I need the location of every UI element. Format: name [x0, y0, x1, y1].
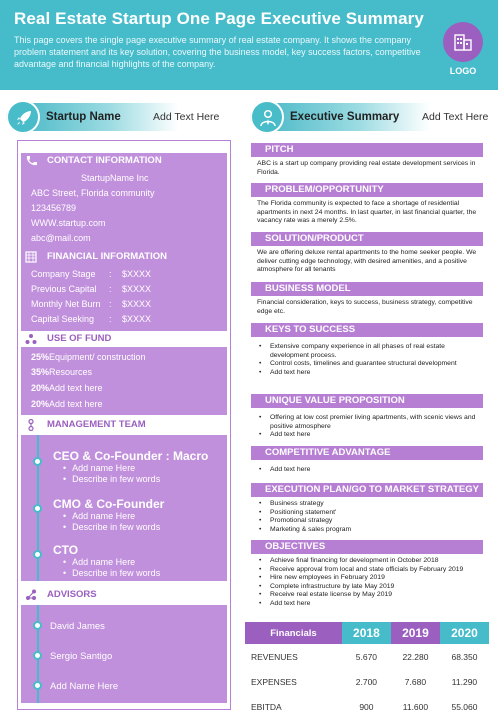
advisor-name: Sergio Santigo: [50, 651, 113, 662]
fund-text: Add text here: [49, 399, 103, 409]
pitch-text: ABC is a start up company providing real estate development services in Florida.: [257, 160, 476, 176]
executive-summary-tab: [250, 103, 490, 131]
timeline-dot: [33, 504, 42, 513]
fund-text: Add text here: [49, 383, 103, 393]
table-cell: EXPENSES: [251, 676, 297, 687]
contact-heading: CONTACT INFORMATION: [47, 155, 162, 166]
execution-item: • Marketing & sales program: [257, 526, 483, 535]
table-cell: 2.700: [355, 676, 378, 687]
table-cell: 22.280: [402, 651, 429, 662]
advisor-name: David James: [50, 621, 105, 632]
fin-label: Company Stage: [31, 269, 96, 279]
management-heading-bar: [21, 417, 227, 433]
member-desc: • Describe in few words: [63, 522, 164, 533]
advisors-heading-bar: [21, 587, 227, 603]
objectives-heading: OBJECTIVES: [251, 540, 483, 554]
execution-heading: EXECUTION PLAN/GO TO MARKET STRATEGY: [251, 483, 483, 497]
fund-pct: 20%: [31, 399, 50, 409]
management-member: [53, 449, 208, 485]
financials-header-cell: Financials: [245, 622, 342, 644]
fin-value: $XXXX: [122, 314, 152, 324]
startup-name: Startup Name: [46, 111, 121, 123]
rocket-icon-badge: [6, 100, 40, 134]
business-model-text: Financial consideration, keys to success, business strategy, competitive edge etc.: [257, 299, 473, 315]
contact-address: ABC Street, Florida community: [31, 188, 155, 198]
person-icon: [259, 109, 277, 127]
table-cell: 11.290: [451, 676, 478, 687]
financial-info-heading: FINANCIAL INFORMATION: [47, 251, 167, 262]
table-row: [245, 669, 489, 694]
fund-pct: 20%: [31, 383, 50, 393]
member-desc: • Describe in few words: [63, 474, 208, 485]
building-icon: [454, 31, 472, 51]
keys-heading: KEYS TO SUCCESS: [251, 323, 483, 337]
objective-item: • Receive approval from local and state officials by February 2019: [257, 566, 483, 575]
solution-text: We are offering deluxe rental apartments to the home seeker people. We deliver cutting edge technology, with desired amenities, and a positive atmosphere for all tenants: [257, 249, 477, 273]
competitive-heading: COMPETITIVE ADVANTAGE: [251, 446, 483, 460]
advisors-section: [21, 605, 227, 703]
competitive-list: [257, 466, 483, 475]
fin-value: $XXXX: [122, 284, 152, 294]
financial-info-section: [21, 265, 227, 331]
fin-label: Previous Capital: [31, 284, 97, 294]
table-cell: 900: [359, 701, 374, 712]
execution-item: • Promotional strategy: [257, 517, 483, 526]
startup-panel: [17, 140, 231, 710]
use-of-fund-heading: USE OF FUND: [47, 333, 112, 344]
uvp-item: • Offering at low cost premier living apartments, with scenic views and positive atmosphere: [257, 414, 483, 431]
team-tree-icon: [25, 419, 37, 431]
pitch-heading: PITCH: [251, 143, 483, 157]
financial-info-heading-bar: [21, 249, 227, 265]
timeline-dot: [33, 621, 42, 630]
contact-phone: 123456789: [31, 203, 77, 213]
management-member: [53, 543, 160, 579]
execution-list: [257, 500, 483, 534]
fund-pct: 35%: [31, 367, 50, 377]
fund-pct: 25%: [31, 352, 50, 362]
timeline-dot: [33, 651, 42, 660]
uvp-heading: UNIQUE VALUE PROPOSITION: [251, 394, 483, 408]
fin-value: $XXXX: [122, 269, 152, 279]
contact-company: StartupName Inc: [81, 173, 149, 183]
member-title: CMO & Co-Founder: [53, 497, 165, 511]
use-of-fund-heading-bar: [21, 331, 227, 347]
management-member: [53, 497, 164, 533]
contact-email: abc@mail.com: [31, 233, 91, 243]
business-model-heading: BUSINESS MODEL: [251, 282, 483, 296]
solution-heading: SOLUTION/PRODUCT: [251, 232, 483, 246]
management-heading: MANAGEMENT TEAM: [47, 419, 146, 430]
member-title: CEO & Co-Founder : Macro: [53, 449, 209, 463]
keys-item: • Control costs, timelines and guarantee structural development: [257, 360, 483, 369]
header-banner: [0, 0, 498, 90]
uvp-item: • Add text here: [257, 431, 483, 440]
member-name: • Add name Here: [63, 511, 164, 522]
use-of-fund-section: [21, 347, 227, 415]
phone-icon: [25, 155, 37, 167]
financials-year-cell: 2018: [342, 622, 391, 644]
financials-table: [245, 622, 489, 719]
contact-website: WWW.startup.com: [31, 218, 106, 228]
execution-item: • Positioning statement': [257, 509, 483, 518]
timeline-dot: [33, 550, 42, 559]
objective-item: • Achieve final financing for development in October 2018: [257, 557, 483, 566]
fin-label: Monthly Net Burn: [31, 299, 101, 309]
table-cell: 55.060: [451, 701, 478, 712]
logo: [443, 22, 483, 62]
table-cell: EBITDA: [251, 701, 282, 712]
page-title: Real Estate Startup One Page Executive Summary: [14, 9, 424, 28]
keys-list: [257, 343, 483, 377]
fund-text: Resources: [49, 367, 93, 377]
member-desc: • Describe in few words: [63, 568, 160, 579]
problem-text: The Florida community is expected to face a shortage of residential apartments in next 24 months. In last quarter, in last financial quarter, the vacancy rate was a merely 2.5%.: [257, 200, 477, 224]
people-network-icon: [25, 333, 37, 345]
competitive-item: • Add text here: [257, 466, 483, 475]
management-section: [21, 435, 227, 581]
objective-item: • Complete infrastructure by late May 2019: [257, 583, 483, 592]
advisors-network-icon: [25, 589, 37, 601]
table-cell: 5.670: [355, 651, 378, 662]
advisors-heading: ADVISORS: [47, 589, 97, 600]
keys-item: • Extensive company experience in all phases of real estate development process.: [257, 343, 483, 360]
fin-sep: :: [109, 284, 112, 294]
objectives-list: [257, 557, 483, 608]
fin-label: Capital Seeking: [31, 314, 95, 324]
execution-item: • Business strategy: [257, 500, 483, 509]
timeline-dot: [33, 457, 42, 466]
startup-tab: [6, 103, 236, 131]
financials-year-cell: 2020: [440, 622, 489, 644]
keys-item: • Add text here: [257, 369, 483, 378]
fin-value: $XXXX: [122, 299, 152, 309]
financials-header-row: [245, 622, 489, 644]
table-cell: REVENUES: [251, 651, 298, 662]
member-name: • Add name Here: [63, 463, 208, 474]
member-title: CTO: [53, 543, 79, 557]
advisor-name: Add Name Here: [50, 681, 119, 692]
fin-sep: :: [109, 314, 112, 324]
table-row: [245, 644, 489, 669]
contact-section: [21, 169, 227, 249]
fin-sep: :: [109, 269, 112, 279]
person-icon-badge: [250, 100, 284, 134]
startup-tab-text: Add Text Here: [153, 111, 220, 123]
rocket-icon: [15, 109, 33, 127]
timeline-dot: [33, 681, 42, 690]
executive-summary-title: Executive Summary: [290, 111, 400, 123]
fin-sep: :: [109, 299, 112, 309]
table-cell: 11.600: [402, 701, 429, 712]
fund-text: Equipment/ construction: [49, 352, 146, 362]
table-cell: 7.680: [404, 676, 427, 687]
contact-heading-bar: [21, 153, 227, 169]
objective-item: • Hire new employees in February 2019: [257, 574, 483, 583]
uvp-list: [257, 414, 483, 440]
table-cell: 68.350: [451, 651, 478, 662]
objective-item: • Receive real estate license by May 2019: [257, 591, 483, 600]
logo-label: LOGO: [449, 66, 477, 76]
grid-building-icon: [25, 251, 37, 263]
page-description: This page covers the single page executive summary of real estate company. It shows the company problem statement and its key solution, covering the business model, key success factors, competitive advantage and financial highlights of the company.: [14, 35, 421, 69]
executive-summary-tab-text: Add Text Here: [422, 111, 489, 123]
table-row: [245, 694, 489, 719]
member-name: • Add name Here: [63, 557, 160, 568]
financials-year-cell: 2019: [391, 622, 440, 644]
objective-item: • Add text here: [257, 600, 483, 609]
problem-heading: PROBLEM/OPPORTUNITY: [251, 183, 483, 197]
